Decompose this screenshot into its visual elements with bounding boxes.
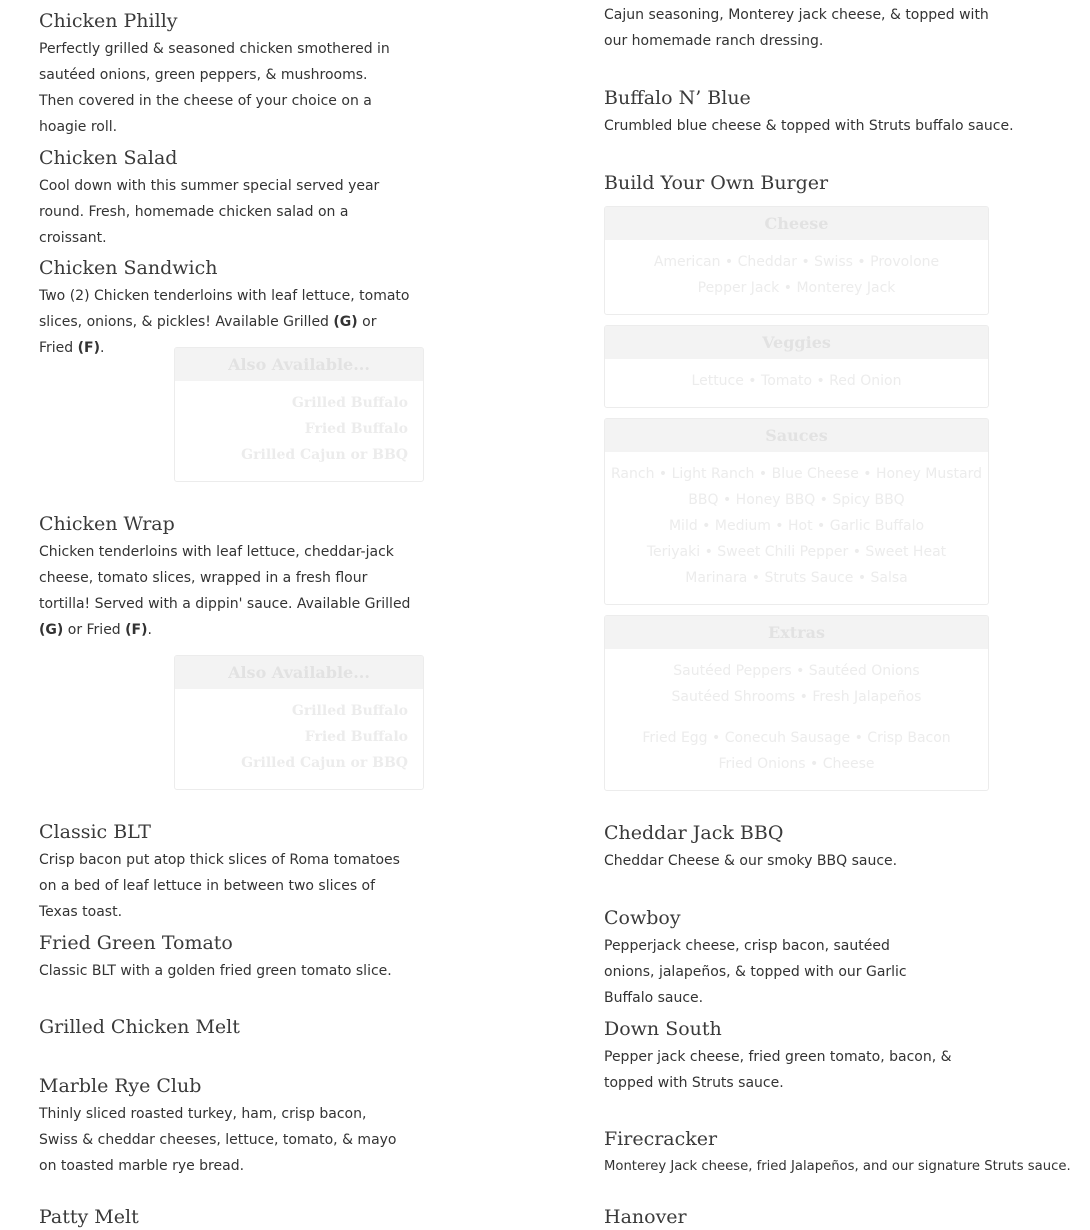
also-available-box [174, 655, 424, 790]
menu-item [39, 145, 424, 251]
menu-item-description: Cajun seasoning, Monterey jack cheese, & topped with our homemade ranch dressing. [604, 7, 989, 49]
description-text: or Fried [63, 622, 126, 638]
menu-item-name: Firecracker [604, 1128, 718, 1150]
description-text: Chicken tenderloins with leaf lettuce, cheddar-jack cheese, tomato slices, wrapped in a fresh flour tortilla! Served with a dippin' sauce. Available Grilled [39, 544, 411, 612]
option-line: Mild • Medium • Hot • Garlic Buffalo [668, 518, 925, 534]
menu-item-description: Pepperjack cheese, crisp bacon, sautéed onions, jalapeños, & topped with our Garlic Buffalo sauce. [604, 938, 907, 1006]
menu-item [39, 511, 424, 643]
menu-item [39, 255, 424, 361]
menu-item [39, 1073, 424, 1179]
veggies-title: Veggies [605, 326, 988, 359]
menu-item [39, 819, 424, 925]
option-line: Marinara • Struts Sauce • Salsa [685, 570, 908, 586]
option-line: American • Cheddar • Swiss • Provolone [653, 254, 940, 270]
menu-item-name: Chicken Philly [39, 10, 178, 32]
veggies-options [605, 359, 988, 394]
section-title: Build Your Own Burger [604, 172, 829, 194]
description-text: . [100, 340, 105, 356]
menu-item [39, 1204, 424, 1230]
fried-tag: (F) [77, 340, 101, 356]
also-available-title: Also Available... [175, 656, 423, 689]
description-text: . [147, 622, 152, 638]
option-line: Sautéed Peppers • Sautéed Onions [673, 663, 920, 679]
also-available-title: Also Available... [175, 348, 423, 381]
cheese-title: Cheese [605, 207, 988, 240]
option-line: Teriyaki • Sweet Chili Pepper • Sweet Heat [646, 544, 947, 560]
option-grilled-cajun-bbq: Grilled Cajun or BBQ [241, 447, 408, 463]
option-grilled-buffalo: Grilled Buffalo [291, 395, 408, 411]
cheese-options [605, 240, 988, 301]
menu-item-name: Cheddar Jack BBQ [604, 822, 784, 844]
also-available-box [174, 347, 424, 482]
menu-item [604, 1016, 1074, 1096]
option-line: Pepper Jack • Monterey Jack [697, 280, 896, 296]
menu-item [39, 8, 424, 140]
menu-item-name: Chicken Salad [39, 147, 178, 169]
menu-item [604, 0, 1074, 54]
extras-title: Extras [605, 616, 988, 649]
option-line: Ranch • Light Ranch • Blue Cheese • Honey Mustard [611, 466, 982, 482]
menu-item-name: Down South [604, 1018, 722, 1040]
menu-item-name: Patty Melt [39, 1206, 139, 1228]
menu-item [604, 85, 1074, 139]
menu-item-name: Fried Green Tomato [39, 932, 233, 954]
menu-item-name: Hanover [604, 1206, 687, 1228]
menu-item-description: Cheddar Cheese & our smoky BBQ sauce. [604, 853, 898, 869]
menu-item-name: Grilled Chicken Melt [39, 1016, 240, 1038]
menu-item-description: Monterey Jack cheese, fried Jalapeños, and our signature Struts sauce. [604, 1159, 1071, 1174]
option-grilled-cajun-bbq: Grilled Cajun or BBQ [241, 755, 408, 771]
spacer [605, 710, 988, 725]
option-line: Fried Egg • Conecuh Sausage • Crisp Bacon [642, 730, 951, 746]
menu-item-name: Classic BLT [39, 821, 151, 843]
menu-item [604, 1204, 1074, 1230]
description-text: or Fried [39, 314, 377, 356]
option-line: BBQ • Honey BBQ • Spicy BBQ [688, 492, 905, 508]
menu-item-description: Thinly sliced roasted turkey, ham, crisp bacon, Swiss & cheddar cheeses, lettuce, tomato, & mayo on toasted marble rye bread. [39, 1106, 397, 1174]
menu-item-description: Crumbled blue cheese & topped with Struts buffalo sauce. [604, 118, 1014, 134]
option-fried-buffalo: Fried Buffalo [304, 421, 408, 437]
menu-item-name: Marble Rye Club [39, 1075, 202, 1097]
sauces-options [605, 452, 988, 591]
sauces-options-box [604, 418, 989, 605]
menu-item-name: Cowboy [604, 907, 681, 929]
description-text: Two (2) Chicken tenderloins with leaf lettuce, tomato slices, onions, & pickles! Available Grilled [39, 288, 410, 330]
option-line: Sautéed Shrooms • Fresh Jalapeños [671, 689, 922, 705]
cheese-options-box [604, 206, 989, 315]
menu-item-description: Classic BLT with a golden fried green tomato slice. [39, 963, 392, 979]
veggies-options-box [604, 325, 989, 408]
menu-item [604, 820, 1074, 874]
menu-item [604, 905, 1074, 1011]
extras-options-box [604, 615, 989, 791]
option-fried-buffalo: Fried Buffalo [304, 729, 408, 745]
also-available-options [175, 381, 423, 468]
build-your-own-heading [604, 170, 1074, 196]
menu-item [39, 930, 424, 984]
fried-tag: (F) [125, 622, 148, 638]
extras-options [605, 649, 988, 777]
grilled-tag: (G) [39, 622, 64, 638]
also-available-options [175, 689, 423, 776]
menu-item-name: Buffalo N’ Blue [604, 87, 751, 109]
menu-item [604, 1126, 1074, 1180]
menu-item-description [39, 539, 411, 643]
menu-item-name: Chicken Wrap [39, 513, 175, 535]
grilled-tag: (G) [333, 314, 358, 330]
menu-item-name: Chicken Sandwich [39, 257, 218, 279]
menu-item [39, 1014, 424, 1040]
sauces-title: Sauces [605, 419, 988, 452]
option-line: Lettuce • Tomato • Red Onion [691, 373, 902, 389]
menu-item-description: Perfectly grilled & seasoned chicken smothered in sautéed onions, green peppers, & mushrooms. Then covered in the cheese of your choice on a hoagie roll. [39, 41, 390, 135]
menu-item-description: Cool down with this summer special served year round. Fresh, homemade chicken salad on a croissant. [39, 178, 380, 246]
menu-item-description: Crisp bacon put atop thick slices of Roma tomatoes on a bed of leaf lettuce in between two slices of Texas toast. [39, 852, 400, 920]
menu-item-description: Pepper jack cheese, fried green tomato, bacon, & topped with Struts sauce. [604, 1049, 952, 1091]
option-grilled-buffalo: Grilled Buffalo [291, 703, 408, 719]
option-line: Fried Onions • Cheese [718, 756, 875, 772]
